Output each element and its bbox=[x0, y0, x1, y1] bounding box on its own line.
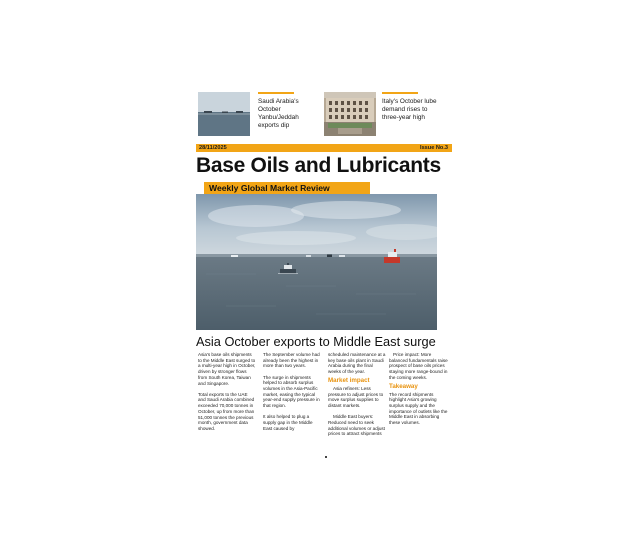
paragraph: It also helped to plug a supply gap in the Middle East caused by bbox=[263, 414, 313, 431]
paragraph: Asia's base oils shipments to the Middle East surged to a multi-year high in October, driven by stronger flows from South Korea, Taiwan and Singapore. bbox=[198, 352, 256, 386]
paragraph: The surge in shipments helped to absorb surplus volumes in the Asia-Pacific market, easing the typical year-end supply pressure in that region. bbox=[263, 374, 320, 409]
hero-image-ships bbox=[196, 194, 437, 330]
article-column-2 bbox=[263, 352, 321, 437]
market-impact-heading: Market impact bbox=[328, 376, 370, 384]
article-column-1 bbox=[198, 352, 256, 437]
bullet-point: Asia refiners: Less pressure to adjust prices to move surplus supplies to distant markets. bbox=[328, 385, 384, 408]
bullet-point: Middle East buyers: Reduced need to seek additional volumes or adjust prices to attract shipments bbox=[328, 414, 385, 437]
article-column-4 bbox=[389, 352, 451, 431]
issue-number: Issue No.3 bbox=[420, 145, 448, 151]
masthead-title: Base Oils and Lubricants bbox=[196, 154, 441, 177]
teaser-thumbnail-building bbox=[324, 92, 376, 136]
paragraph: The September volume had already been the highest in more than two years. bbox=[263, 352, 320, 369]
paragraph: scheduled maintenance at a key base oils plant in Saudi Arabia during the final weeks of the year. bbox=[328, 352, 386, 375]
paragraph: Total exports to the UAE and Saudi Arabia combined exceeded 70,000 tonnes in October, up from more than 51,000 tonnes the previous month, government data showed. bbox=[198, 391, 255, 431]
teaser-saudi[interactable] bbox=[198, 90, 310, 138]
paragraph: The record shipments highlight Asia's growing surplus supply and the importance of outlets like the Middle East in absorbing these volumes. bbox=[389, 391, 448, 426]
issue-bar bbox=[196, 144, 452, 152]
article-column-3 bbox=[328, 352, 386, 442]
article-headline: Asia October exports to Middle East surge bbox=[196, 334, 436, 349]
teaser-text: Saudi Arabia's October Yanbu/Jeddah exports dip bbox=[258, 98, 299, 129]
page-dot bbox=[325, 456, 327, 458]
teaser-italy[interactable] bbox=[324, 90, 452, 138]
teaser-thumbnail-sea bbox=[198, 92, 250, 136]
issue-date: 28/11/2025 bbox=[199, 145, 227, 151]
paragraph: Price impact: More balanced fundamentals raise prospect of base oils prices staying more range-bound in the coming weeks. bbox=[389, 352, 448, 380]
teaser-text: Italy's October lube demand rises to three-year high bbox=[382, 98, 437, 121]
takeaway-heading: Takeaway bbox=[389, 382, 418, 390]
section-kicker: Weekly Global Market Review bbox=[204, 182, 370, 194]
newsletter-page bbox=[196, 90, 452, 460]
